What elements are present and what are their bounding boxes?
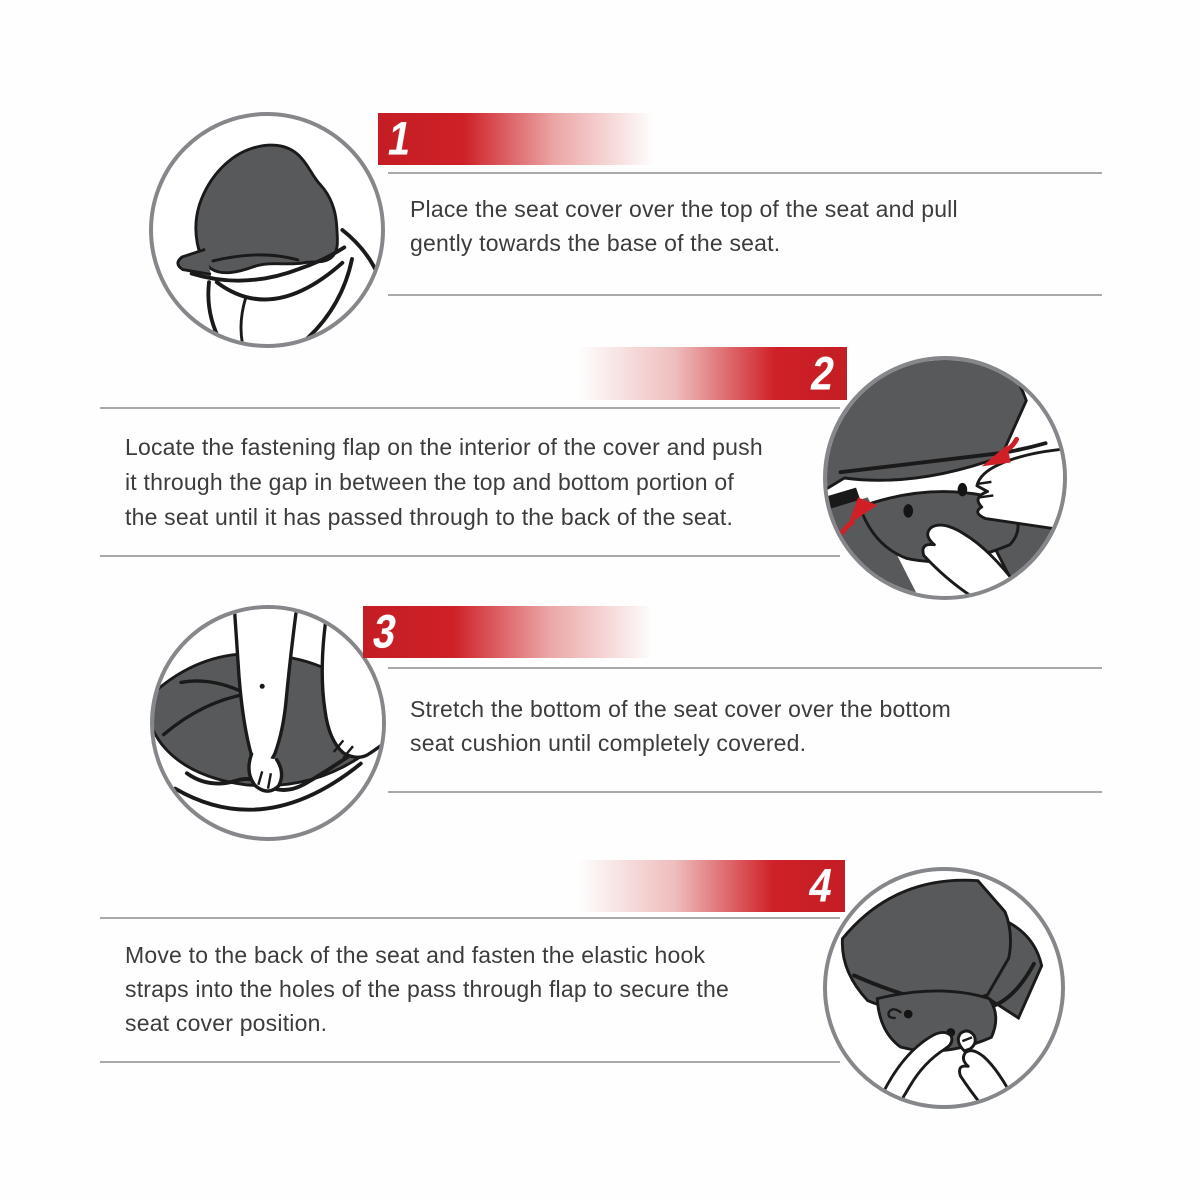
step-3-number-badge: 3 xyxy=(369,604,401,658)
step-2-gradient-bar xyxy=(570,347,847,400)
step-3-illustration-circle xyxy=(150,605,386,841)
instruction-line: gently towards the base of the seat. xyxy=(410,230,781,256)
step-1-divider-bottom xyxy=(388,294,1102,296)
instruction-line: straps into the holes of the pass through flap to secure the xyxy=(125,976,729,1002)
fastening-flap-push-illustration xyxy=(827,360,1063,596)
fasten-hook-straps-illustration xyxy=(827,871,1061,1105)
step-2-number-badge: 2 xyxy=(807,346,839,400)
instruction-line: seat cushion until completely covered. xyxy=(410,730,807,756)
step-1-number-badge: 1 xyxy=(384,111,416,165)
instruction-line: seat cover position. xyxy=(125,1010,328,1036)
step-2-instruction-text xyxy=(125,430,763,535)
step-1-gradient-bar xyxy=(378,113,662,165)
step-2-illustration-circle xyxy=(823,356,1067,600)
step-1-instruction-text xyxy=(410,192,958,260)
instruction-line: Stretch the bottom of the seat cover over the bottom xyxy=(410,696,951,722)
step-4-number-badge: 4 xyxy=(805,858,837,912)
stretch-bottom-cushion-illustration xyxy=(154,609,382,837)
step-4-divider-top xyxy=(100,917,840,919)
step-1-illustration-circle xyxy=(149,112,385,348)
seat-cover-over-top-illustration xyxy=(153,116,381,344)
step-3-gradient-bar xyxy=(363,606,662,658)
hook-strap-icon xyxy=(958,1031,975,1051)
step-4-illustration-circle xyxy=(823,867,1065,1109)
step-1-divider-top xyxy=(388,172,1102,174)
step-3-instruction-text xyxy=(410,692,951,760)
step-4-gradient-bar xyxy=(570,860,845,912)
instruction-line: the seat until it has passed through to the back of the seat. xyxy=(125,504,734,530)
step-4-instruction-text xyxy=(125,938,729,1040)
instruction-line: Move to the back of the seat and fasten the elastic hook xyxy=(125,942,706,968)
instruction-line: Place the seat cover over the top of the seat and pull xyxy=(410,196,958,222)
step-2-divider-top xyxy=(100,407,840,409)
step-3-divider-bottom xyxy=(388,791,1102,793)
step-3-divider-top xyxy=(388,667,1102,669)
instruction-line: it through the gap in between the top and bottom portion of xyxy=(125,469,734,495)
step-4-divider-bottom xyxy=(100,1061,840,1063)
instruction-line: Locate the fastening flap on the interior of the cover and push xyxy=(125,434,763,460)
step-2-divider-bottom xyxy=(100,555,840,557)
